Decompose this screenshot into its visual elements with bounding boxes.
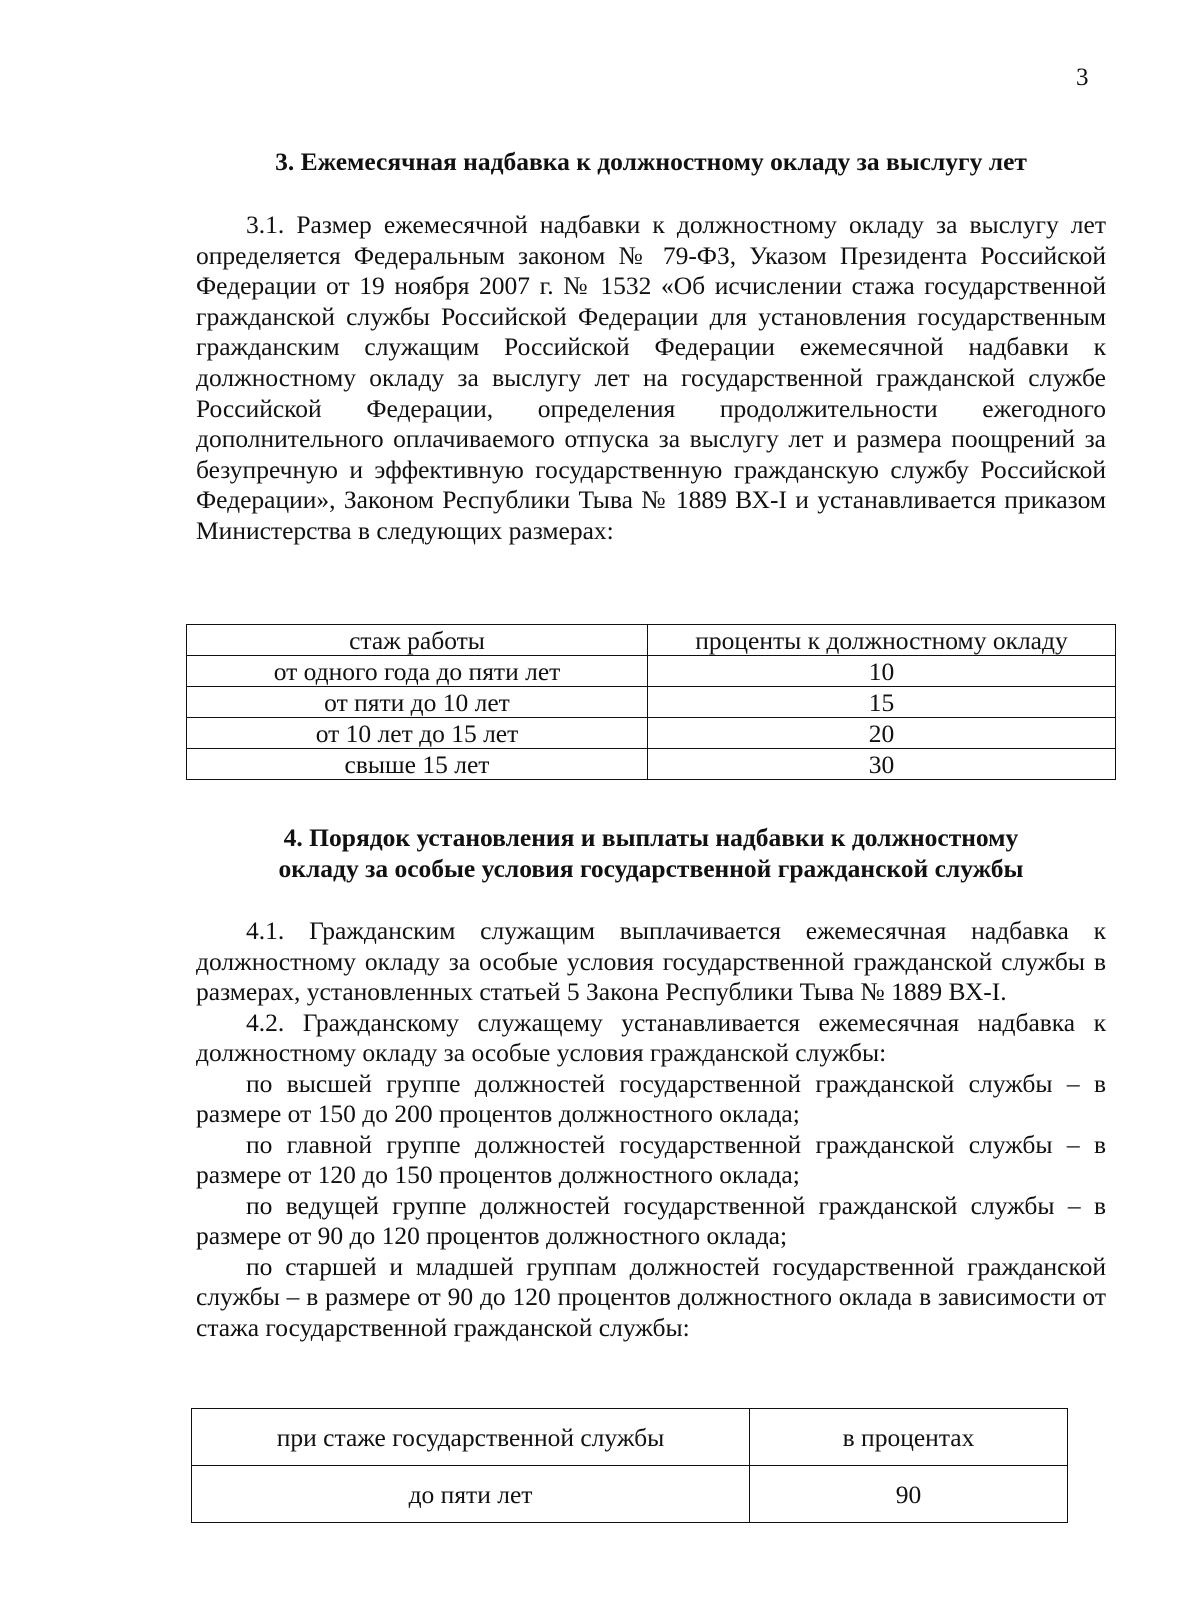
section-4-title-line-1: 4. Порядок установления и выплаты надбавки к должностному — [283, 823, 1019, 852]
page-number: 3 — [1076, 64, 1089, 91]
section-3-title: 3. Ежемесячная надбавка к должностному окладу за выслугу лет — [275, 147, 1027, 176]
table-cell-percent: 20 — [648, 718, 1116, 749]
list-item-highest-group: по высшей группе должностей государственной гражданской службы – в размере от 150 до 200 процентов должностного оклада; — [196, 1068, 1106, 1128]
table-cell-percent: 10 — [648, 656, 1116, 687]
table-cell-seniority: от одного года до пяти лет — [187, 656, 648, 687]
paragraph-4-2: 4.2. Гражданскому служащему устанавливается ежемесячная надбавка к должностному окладу за особые условия гражданской службы: — [196, 1007, 1106, 1067]
list-item-main-group: по главной группе должностей государственной гражданской службы – в размере от 120 до 150 процентов должностного оклада; — [196, 1129, 1106, 1189]
table-cell-seniority: свыше 15 лет — [187, 749, 648, 780]
list-item-leading-group: по ведущей группе должностей государственной гражданской службы – в размере от 90 до 120 процентов должностного оклада; — [196, 1190, 1106, 1250]
paragraph-4-1: 4.1. Гражданским служащим выплачивается ежемесячная надбавка к должностному окладу за особые условия государственной гражданской службы в размерах, установленных статьей 5 Закона Республики Тыва № 1889 ВХ-I. — [196, 916, 1106, 1006]
table-header-row — [187, 625, 1116, 656]
table-row — [187, 687, 1116, 718]
table-cell-service-length: до пяти лет — [192, 1466, 750, 1523]
table-cell-seniority: от 10 лет до 15 лет — [187, 718, 648, 749]
section-4-body — [196, 916, 1106, 1343]
seniority-allowance-table — [186, 624, 1116, 780]
table-row — [192, 1466, 1068, 1523]
table-header-row — [192, 1409, 1068, 1466]
paragraph-3-1: 3.1. Размер ежемесячной надбавки к должностному окладу за выслугу лет определяется Федеральным законом № 79-ФЗ, Указом Президента Российской Федерации от 19 ноября 2007 г. № 1532 «Об исчислении стажа государственной гражданской службы Российской Федерации для установления государственным гражданским служащим Российской Федерации ежемесячной надбавки к должностному окладу за выслугу лет на государственной гражданской службе Российской Федерации, определения продолжительности ежегодного дополнительного оплачиваемого отпуска за выслугу лет и размера поощрений за безупречную и эффективную государственную гражданскую службу Российской Федерации», Законом Республики Тыва № 1889 ВХ-I и устанавливается приказом Министерства в следующих размерах: — [196, 210, 1106, 545]
table-row — [187, 718, 1116, 749]
section-4-title — [196, 822, 1106, 884]
table-row — [187, 749, 1116, 780]
table-row — [187, 656, 1116, 687]
table-cell-seniority: от пяти до 10 лет — [187, 687, 648, 718]
section-4-title-line-2: окладу за особые условия государственной гражданской службы — [278, 854, 1024, 883]
table-cell-percent: 30 — [648, 749, 1116, 780]
list-item-senior-junior-groups: по старшей и младшей группам должностей государственной гражданской службы – в размере от 90 до 120 процентов должностного оклада в зависимости от стажа государственной гражданской службы: — [196, 1251, 1106, 1342]
table-cell-percent: 90 — [750, 1466, 1068, 1523]
special-conditions-table — [191, 1408, 1068, 1523]
table-header-cell: при стаже государственной службы — [192, 1409, 750, 1466]
table-header-cell: в процентах — [750, 1409, 1068, 1466]
table-cell-percent: 15 — [648, 687, 1116, 718]
table-header-cell: проценты к должностному окладу — [648, 625, 1116, 656]
table-header-cell: стаж работы — [187, 625, 648, 656]
